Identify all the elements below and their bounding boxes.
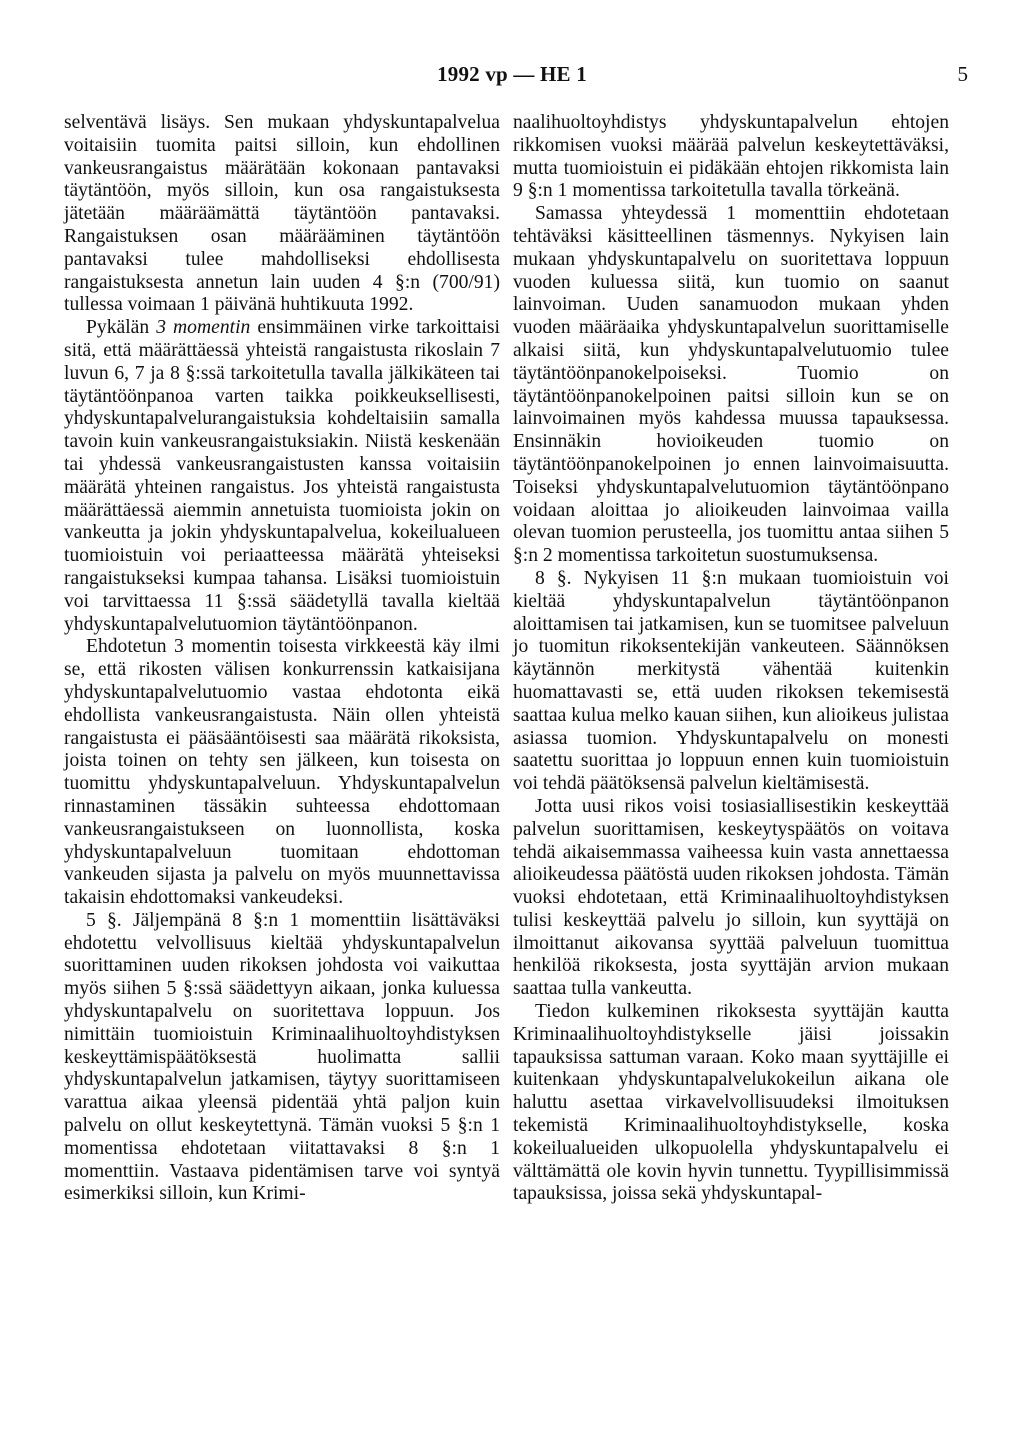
paragraph-continuation: selventävä lisäys. Sen mukaan yhdyskuntapalvelua voitaisiin tuomita paitsi silloin, kun ehdollinen vankeusrangaistus määrätään kokonaan pantavaksi täytäntöön, myös silloin, kun osa rangaistuksesta jätetään määräämättä täytäntöön pantavaksi. Rangaistuksen osan määrääminen täytäntöön pantavaksi tulee mahdolliseksi ehdollisesta rangaistuksesta annetun lain uuden 4 §:n (700/91) tullessa voimaan 1 päivänä huhtikuuta 1992.	[64, 112, 500, 316]
paragraph-continuation: naalihuoltoyhdistys yhdyskuntapalvelun ehtojen rikkomisen vuoksi määrää palvelun keskeytettäväksi, mutta tuomioistuin ei pidäkään ehtojen rikkomista lain 9 §:n 1 momentissa tarkoitetulla tavalla törkeänä.	[513, 112, 949, 202]
left-column	[64, 112, 500, 1206]
paragraph-proposed-moment: Ehdotetun 3 momentin toisesta virkkeestä käy ilmi se, että rikosten välisen konkurrenssin katkaisijana yhdyskuntapalvelutuomio vastaa ehdotonta eikä ehdollista vankeusrangaistusta. Näin ollen yhteistä rangaistusta ei pääsääntöisesti saa määrätä rikoksista, joista toinen on tehty sen jälkeen, kun toisesta on tuomittu yhdyskuntapalveluun. Yhdyskuntapalvelun rinnastaminen tässäkin suhteessa ehdottomaan vankeusrangaistukseen on luonnollista, koska yhdyskuntapalveluun tuomitaan ehdottoman vankeuden sijasta ja palvelu on myös muunnettavissa takaisin ehdottomaksi vankeudeksi.	[64, 636, 500, 909]
page-number: 5	[957, 62, 968, 86]
right-column	[513, 112, 949, 1206]
paragraph-information-flow: Tiedon kulkeminen rikoksesta syyttäjän kautta Kriminaalihuoltoyhdistykselle jäisi joissakin tapauksissa sattuman varaan. Koko maan syyttäjille ei kuitenkaan yhdyskuntapalvelukokeilun aikana ole haluttu asettaa virkavelvollisuudeksi ilmoituksen tekemistä Kriminaalihuoltoyhdistykselle, koska kokeilualueiden ulkopuolella yhdyskuntapalvelu ei välttämättä ole kovin hyvin tunnettu. Tyypillisimmissä tapauksissa, joissa sekä yhdyskuntapal-	[513, 1001, 949, 1205]
text-run: Pykälän	[86, 317, 157, 339]
text-run: ensimmäinen virke tarkoittaisi sitä, että määrättäessä yhteistä rangaistusta rikoslain 7 luvun 6, 7 ja 8 §:ssä tarkoitetulla tavalla jälkikäteen tai täytäntöönpanoa varten taikka poikkeuksellisesti, yhdyskuntapalvelurangaistuksia kohdeltaisiin samalla tavoin kuin vankeusrangaistuksiakin. Niistä keskenään tai yhdessä vankeusrangaistusten kanssa voitaisiin määrätä yhteinen rangaistus. Jos yhteistä rangaistusta määrättäessä aiemmin annetuista tuomioista jokin on vankeutta ja jokin yhdyskuntapalvelua, kokeilualueen tuomioistuin voi periaatteessa määrätä yhteiseksi rangaistukseksi kumpaa tahansa. Lisäksi tuomioistuin voi tarvittaessa 11 §:ssä säädetyllä tavalla kieltää yhdyskuntapalvelutuomion täytäntöönpanon.	[64, 317, 500, 635]
paragraph-clarification: Samassa yhteydessä 1 momenttiin ehdotetaan tehtäväksi käsitteellinen täsmennys. Nykyisen lain mukaan yhdyskuntapalvelu on suoritettava loppuun vuoden kuluessa siitä, kun tuomio on saanut lainvoiman. Uuden sanamuodon mukaan yhden vuoden määräaika yhdyskuntapalvelun suorittamiselle alkaisi siitä, kun yhdyskuntapalvelutuomio tulee täytäntöönpanokelpoiseksi. Tuomio on täytäntöönpanokelpoinen paitsi silloin kun se on lainvoimainen myös kahdessa muussa tapauksessa. Ensinnäkin hovioikeuden tuomio on täytäntöönpanokelpoinen jo ennen lainvoimaisuutta. Toiseksi yhdyskuntapalvelutuomion täytäntöönpano voidaan aloittaa jo alioikeuden lainvoimaa vailla olevan tuomion perusteella, jos tuomittu antaa siihen 5 §:n 2 momentissa tarkoitetun suostumuksensa.	[513, 203, 949, 567]
paragraph-section-8: 8 §. Nykyisen 11 §:n mukaan tuomioistuin voi kieltää yhdyskuntapalvelun täytäntöönpanon aloittamisen tai jatkamisen, kun se tuomitsee palveluun jo tuomitun rikoksentekijän vankeuteen. Säännöksen käytännön merkitystä vähentää kuitenkin huomattavasti se, että uuden rikoksen tekemisestä saattaa kulua melko kauan siihen, kun alioikeus julistaa asiassa tuomion. Yhdyskuntapalvelu on monesti saatettu suorittaa jo loppuun ennen kuin tuomioistuin voi tehdä päätöksensä palvelun kieltämisestä.	[513, 567, 949, 795]
paragraph-suspension: Jotta uusi rikos voisi tosiasiallisestikin keskeyttää palvelun suorittamisen, keskeytyspäätös on voitava tehdä aikaisemmassa vaiheessa kuin vasta annettaessa alioikeudessa päätöstä uuden rikoksen johdosta. Tämän vuoksi ehdotetaan, että Kriminaalihuoltoyhdistyksen tulisi keskeyttää palvelu jo silloin, kun syyttäjä on ilmoittanut aikovansa syyttää palveluun tuomittua henkilöä rikoksesta, josta syyttäjän arvion mukaan saattaa tulla vankeutta.	[513, 795, 949, 1000]
paragraph-section-5: 5 §. Jäljempänä 8 §:n 1 momenttiin lisättäväksi ehdotettu velvollisuus kieltää yhdyskuntapalvelun suorittaminen uuden rikoksen johdosta voi vaikuttaa myös siihen 5 §:ssä säädettyyn aikaan, jonka kuluessa yhdyskuntapalvelu on suoritettava loppuun. Jos nimittäin tuomioistuin Kriminaalihuoltoyhdistyksen keskeyttämispäätöksestä huolimatta sallii yhdyskuntapalvelun jatkamisen, täytyy suorittamiseen varattua aikaa yleensä pidentää yhtä paljon kuin palvelu on ollut keskeytettynä. Tämän vuoksi 5 §:n 1 momentissa ehdotetaan viitattavaksi 8 §:n 1 momenttiin. Vastaava pidentämisen tarve voi syntyä esimerkiksi silloin, kun Krimi-	[64, 909, 500, 1205]
document-title: 1992 vp — HE 1	[437, 62, 587, 86]
emphasis-3-momentin: 3 momentin	[156, 317, 251, 339]
page-header	[0, 62, 1024, 92]
paragraph-section-4-moment-3	[64, 317, 500, 636]
